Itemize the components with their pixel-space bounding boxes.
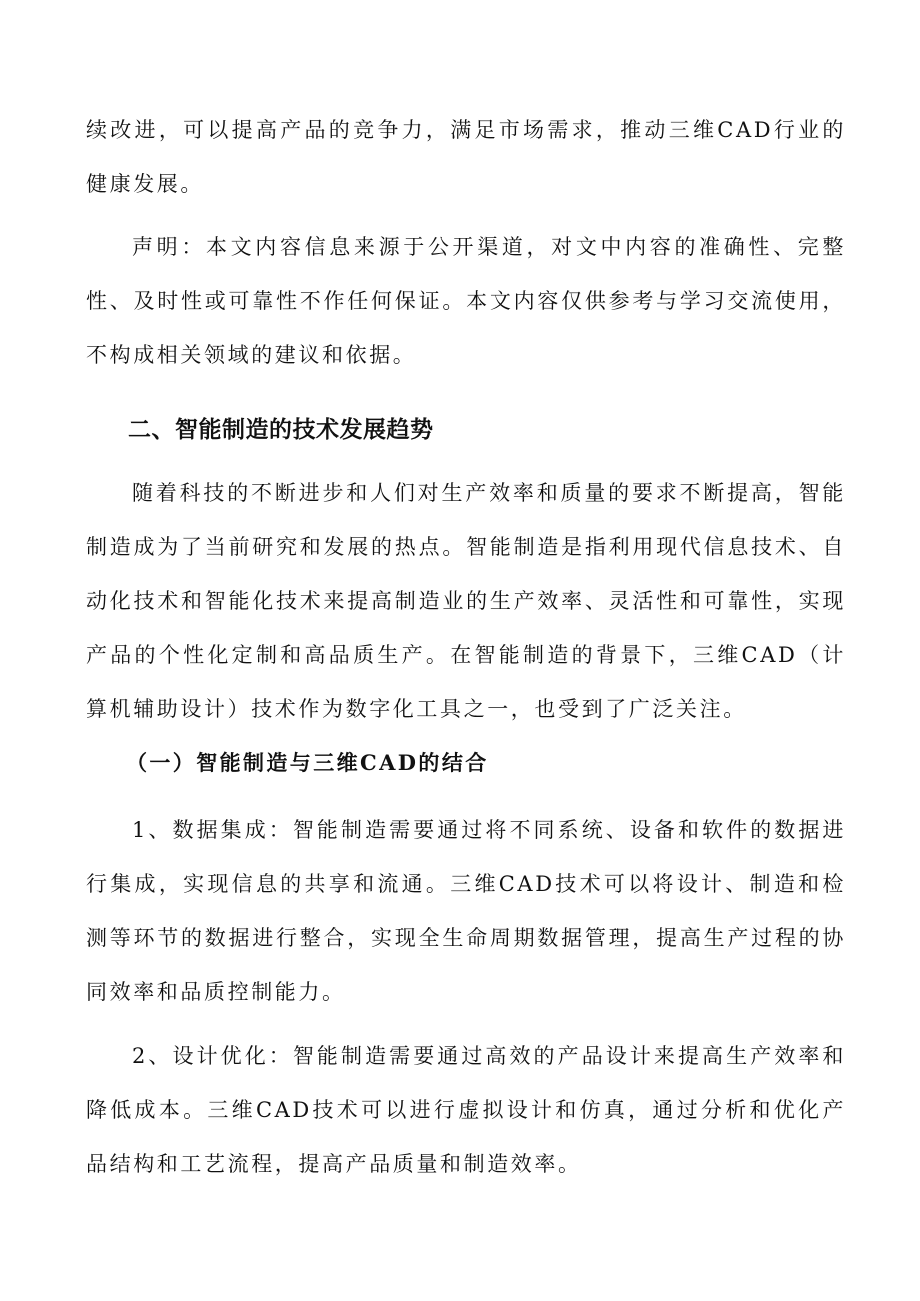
- disclaimer-paragraph: 声明：本文内容信息来源于公开渠道，对文中内容的准确性、完整性、及时性或可靠性不作任何保证。本文内容仅供参考与学习交流使用，不构成相关领域的建议和依据。: [86, 235, 846, 367]
- list-item-data-integration: 1、数据集成：智能制造需要通过将不同系统、设备和软件的数据进行集成，实现信息的共享和流通。三维CAD技术可以将设计、制造和检测等环节的数据进行整合，实现全生命周期数据管理，提高生产过程的协同效率和品质控制能力。: [86, 818, 846, 1004]
- continuation-paragraph: 续改进，可以提高产品的竞争力，满足市场需求，推动三维CAD行业的健康发展。: [86, 118, 846, 196]
- subsection-title: （一）智能制造与三维CAD的结合: [126, 750, 489, 775]
- section-title: 二、智能制造的技术发展趋势: [128, 417, 434, 443]
- intro-paragraph: 随着科技的不断进步和人们对生产效率和质量的要求不断提高，智能制造成为了当前研究和发展的热点。智能制造是指利用现代信息技术、自动化技术和智能化技术来提高制造业的生产效率、灵活性和可靠性，实现产品的个性化定制和高品质生产。在智能制造的背景下，三维CAD（计算机辅助设计）技术作为数字化工具之一，也受到了广泛关注。: [86, 481, 846, 721]
- list-item-design-optimization: 2、设计优化：智能制造需要通过高效的产品设计来提高生产效率和降低成本。三维CAD技术可以进行虚拟设计和仿真，通过分析和优化产品结构和工艺流程，提高产品质量和制造效率。: [86, 1044, 846, 1176]
